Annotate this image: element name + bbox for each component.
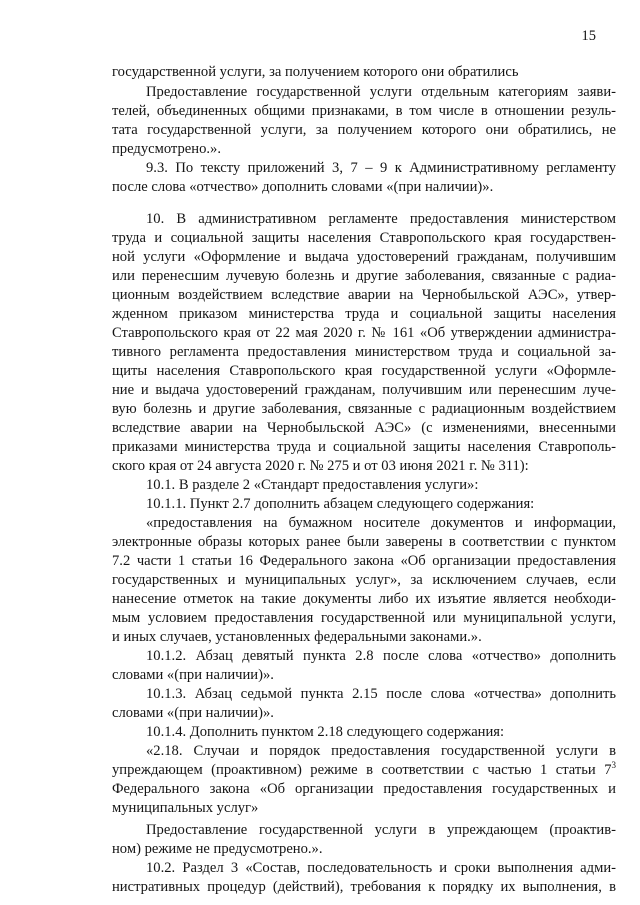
text-line: телей, объединенных общими признаками, в том числе в отношении резуль- <box>112 103 616 119</box>
text-line: тата государственной услуги, за получением которого они обратились, не <box>112 122 616 138</box>
text-line: ционным воздействием вследствие аварии на Чернобыльской АЭС», утвер- <box>112 287 616 303</box>
text-line: государственной услуги, за получением которого они обратились <box>112 64 519 80</box>
text-line: 10. В административном регламенте предоставления министерством <box>146 211 616 227</box>
text-line: и иных случаев, установленных федеральными законами.». <box>112 629 482 645</box>
text-line: 10.1.2. Абзац девятый пункта 2.8 после слова «отчество» дополнить <box>146 648 616 664</box>
text-line: нистративных процедур (действий), требования к порядку их выполнения, в <box>112 879 616 895</box>
text-line: словами «(при наличии)». <box>112 667 274 683</box>
text-line: или перенесшим лучевую болезнь и другие заболевания, связанные с радиа- <box>112 268 616 284</box>
text-line: Федерального закона «Об организации предоставления государственных и <box>112 781 616 797</box>
text-line: Предоставление государственной услуги в упреждающем (проактив- <box>146 822 616 838</box>
text-line: «предоставления на бумажном носителе документов и информации, <box>146 515 616 531</box>
text-line: труда и социальной защиты населения Ставропольского края государствен- <box>112 230 616 246</box>
text-line: щиты населения Ставропольского края государственной услуги «Оформле- <box>112 363 616 379</box>
text-line: 10.1.4. Дополнить пунктом 2.18 следующего содержания: <box>146 724 505 740</box>
text-span: упреждающем (проактивном) режиме в соответствии с частью 1 статьи 7 <box>112 762 612 778</box>
text-line: 10.1.1. Пункт 2.7 дополнить абзацем следующего содержания: <box>146 496 535 512</box>
text-line: ной услуги «Оформление и выдача удостоверений гражданам, получившим <box>112 249 616 265</box>
text-line: Ставропольского края от 22 мая 2020 г. № 161 «Об утверждении администра- <box>112 325 616 341</box>
text-line: электронные образы которых ранее были заверены в соответствии с пунктом <box>112 534 616 550</box>
text-line: жденном приказом министерства труда и социальной защиты населения <box>112 306 616 322</box>
text-line: приказами министерства труда и социальной защиты населения Ставрополь- <box>112 439 616 455</box>
text-line: нанесение отметок на такие документы либо их изъятие является необходи- <box>112 591 616 607</box>
text-line: 10.1.3. Абзац седьмой пункта 2.15 после слова «отчества» дополнить <box>146 686 616 702</box>
text-line: вследствие аварии на Чернобыльской АЭС» (с изменениями, внесенными <box>112 420 616 436</box>
text-line: Предоставление государственной услуги отдельным категориям заяви- <box>146 84 616 100</box>
page-number: 15 <box>581 28 596 44</box>
text-line: после слова «отчество» дополнить словами «(при наличии)». <box>112 179 494 195</box>
text-line: 9.3. По тексту приложений 3, 7 – 9 к Административному регламенту <box>146 160 616 176</box>
text-line: ние и выдача удостоверений гражданам, получившим или перенесшим луче- <box>112 382 616 398</box>
text-line: ского края от 24 августа 2020 г. № 275 и от 03 июня 2021 г. № 311): <box>112 458 529 474</box>
text-line: государственных и муниципальных услуг», за исключением случаев, если <box>112 572 616 588</box>
text-line: словами «(при наличии)». <box>112 705 274 721</box>
text-line: вую болезнь и другие заболевания, связанные с радиационным воздействием <box>112 401 616 417</box>
text-line: тивного регламента предоставления министерством труда и социальной за- <box>112 344 616 360</box>
text-line: 7.2 части 1 статьи 16 Федерального закона «Об организации предоставления <box>112 553 616 569</box>
text-line: муниципальных услуг» <box>112 800 259 816</box>
text-line: 10.2. Раздел 3 «Состав, последовательность и сроки выполнения адми- <box>146 860 616 876</box>
text-line: 10.1. В разделе 2 «Стандарт предоставления услуги»: <box>146 477 479 493</box>
text-line-with-superscript <box>112 762 616 779</box>
text-line: предусмотрено.». <box>112 141 221 157</box>
text-line: мым условием предоставления государственной или муниципальной услуги, <box>112 610 616 626</box>
text-line: ном) режиме не предусмотрено.». <box>112 841 323 857</box>
text-line: «2.18. Случаи и порядок предоставления государственной услуги в <box>146 743 616 759</box>
superscript: 3 <box>611 760 616 770</box>
